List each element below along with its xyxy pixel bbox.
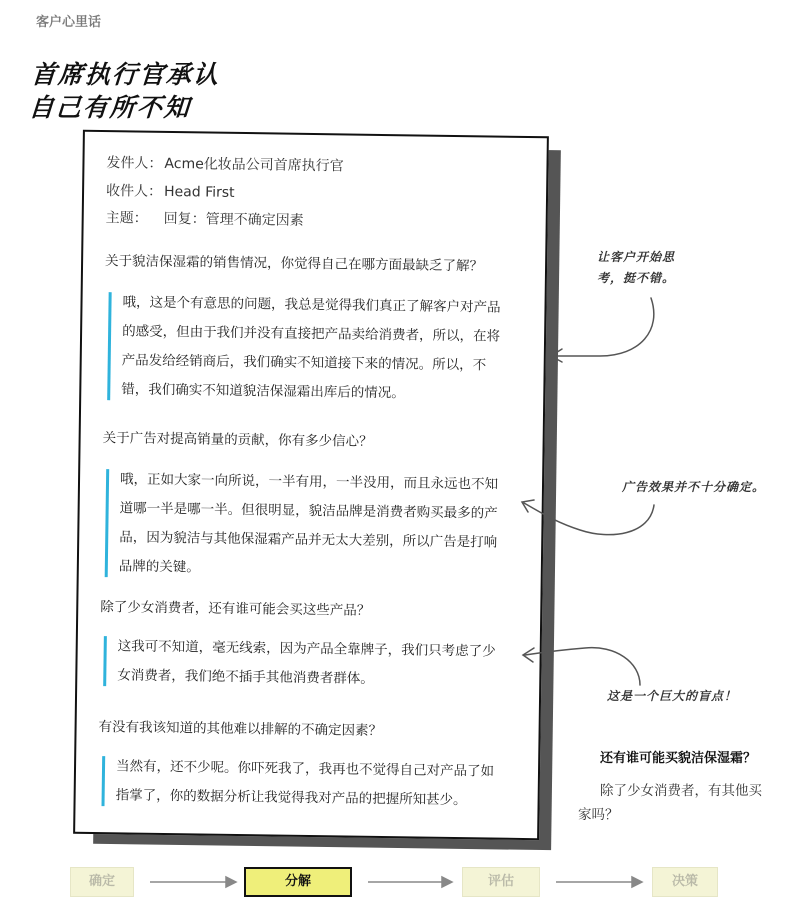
headline-line-2: 自己有所不知: [27, 93, 192, 122]
note-thinking-line-2: 考，挺不错。: [597, 271, 676, 285]
step-define: 确定: [70, 867, 134, 897]
from-label: 发件人：: [106, 155, 163, 172]
sidebar-text: 除了少女消费者，有其他买家吗？: [578, 783, 762, 823]
section-label: 客户心里话: [36, 15, 102, 30]
question-2: 关于广告对提高销量的贡献，你有多少信心？: [102, 430, 373, 450]
answer-1-text: 哦，这是个有意思的问题，我总是觉得我们真正了解客户对产品的感受，但由于我们并没有直接把产品卖给消费者，所以，在将产品发给经销商后，我们确实不知道接下来的情况。所以，不错，我们确实不知道貌洁保湿霜出库后的情况。: [121, 294, 501, 402]
step-arrow-2-head: [442, 877, 452, 887]
question-4: 有没有我该知道的其他难以排解的不确定因素？: [98, 719, 383, 740]
headline-line-1: 首席执行官承认: [30, 60, 222, 89]
from-value: Acme化妆品公司首席执行官: [164, 155, 344, 175]
step-evaluate: 评估: [462, 867, 540, 897]
to-label: 收件人：: [105, 183, 163, 200]
answer-4-text: 当然有，还不少呢。你吓死我了，我再也不觉得自己对产品了如指掌了，你的数据分析让我觉得我对产品的把握所知甚少。: [115, 758, 495, 809]
sidebar-title: 还有谁可能买貌洁保湿霜？: [600, 751, 757, 766]
step-arrow-1-head: [226, 877, 236, 887]
subject-value: 回复：管理不确定因素: [163, 210, 304, 229]
subject-label: 主题：: [105, 210, 148, 227]
note-ad-uncertain: 广告效果并不十分确定。: [622, 480, 766, 494]
answer-2-text: 哦，正如大家一向所说，一半有用，一半没用，而且永远也不知道哪一半是哪一半。但很明显，貌洁品牌是消费者购买最多的产品，因为貌洁与其他保湿霜产品并无太大差别，所以广告是打响品牌的关键。: [118, 471, 499, 576]
to-value: Head First: [163, 183, 235, 201]
step-decide: 决策: [652, 867, 718, 897]
question-1: 关于貌洁保湿霜的销售情况，你觉得自己在哪方面最缺乏了解？: [104, 253, 484, 275]
note-blind-spot: 这是一个巨大的盲点！: [607, 689, 738, 703]
step-arrow-3-head: [632, 877, 642, 887]
question-3: 除了少女消费者，还有谁可能会买这些产品？: [100, 599, 371, 619]
note-thinking-line-1: 让客户开始思: [597, 250, 676, 264]
answer-3-text: 这我可不知道，毫无线索，因为产品全靠牌子，我们只考虑了少女消费者，我们绝不插手其他消费者群体。: [117, 638, 496, 687]
step-decompose: 分解: [244, 867, 352, 897]
